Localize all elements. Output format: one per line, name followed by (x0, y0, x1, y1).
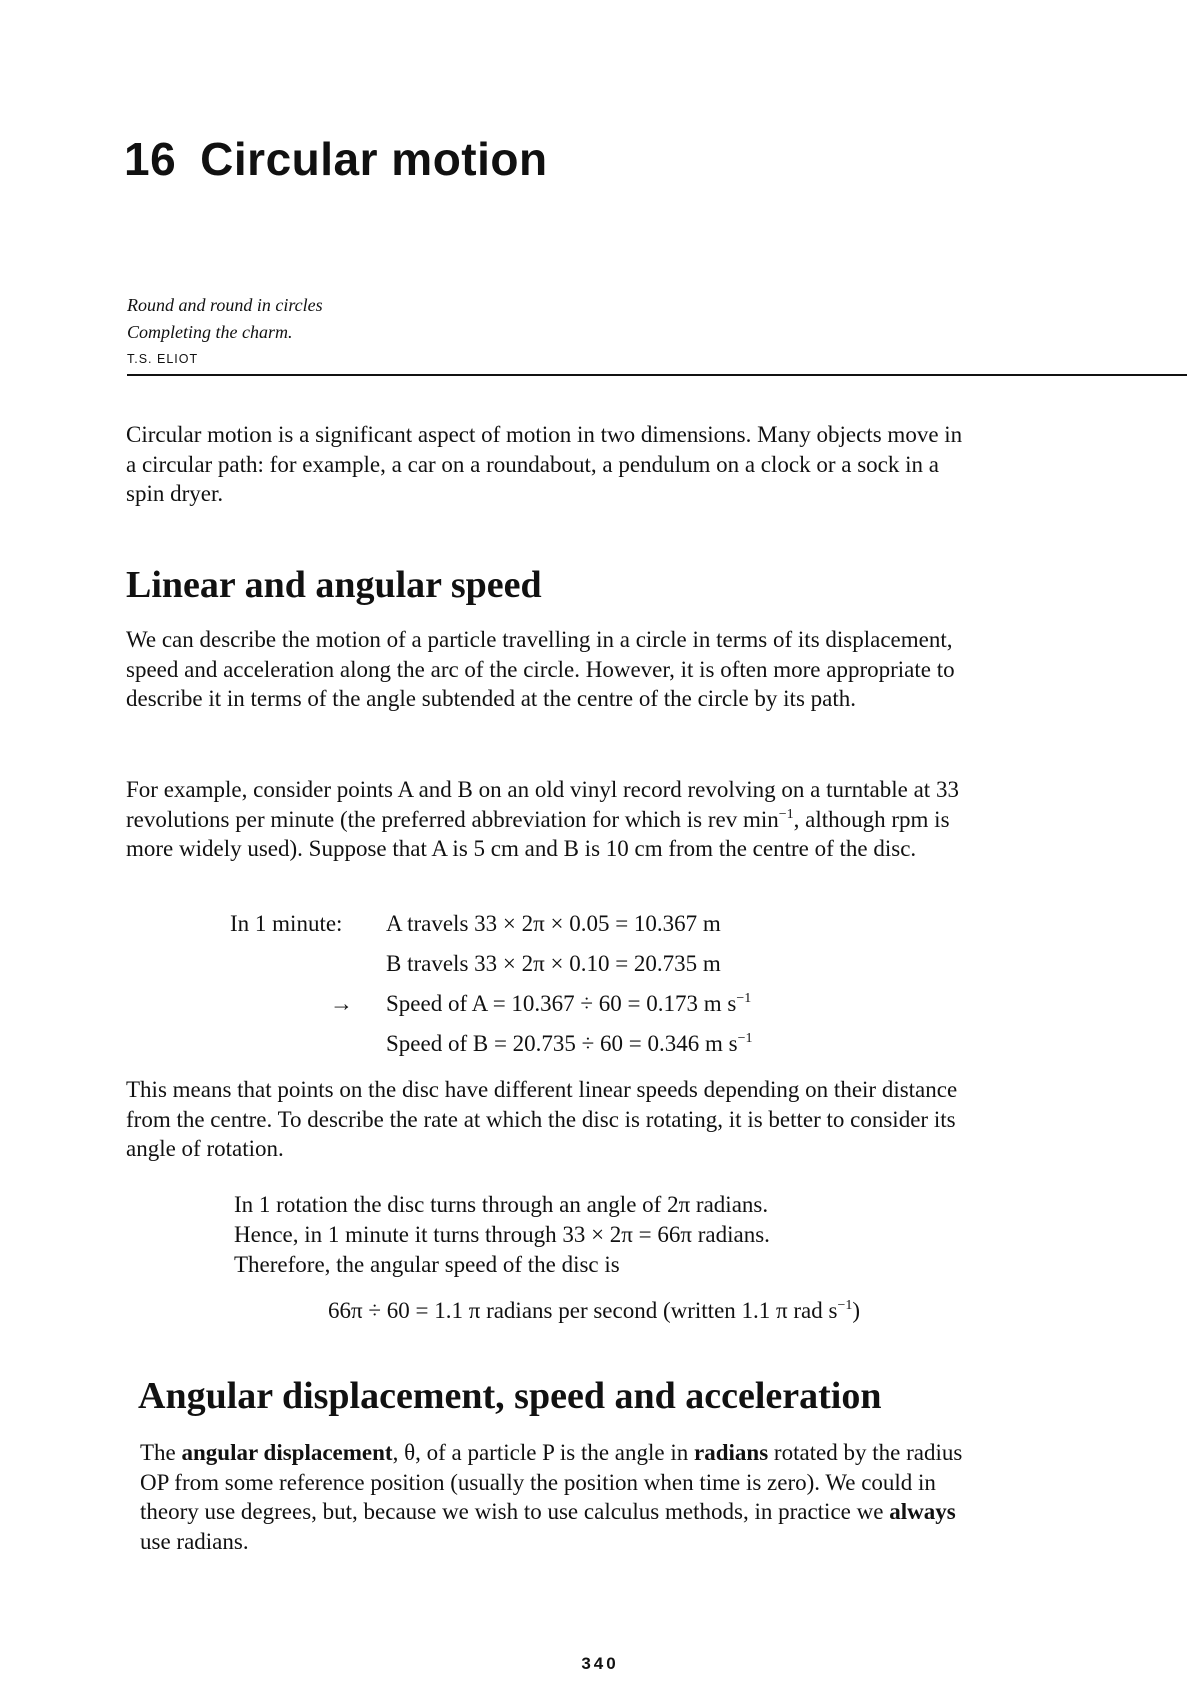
speed-b-unit-exponent: −1 (737, 1031, 753, 1046)
page-number: 340 (581, 1654, 619, 1673)
term-radians: radians (694, 1440, 769, 1465)
ad-text-a: The (140, 1440, 182, 1465)
calc-lead-label: In 1 minute: (230, 911, 343, 936)
rotation-line-1: In 1 rotation the disc turns through an angle of 2π radians. (234, 1192, 769, 1217)
term-angular-displacement: angular displacement (181, 1440, 393, 1465)
vinyl-text-a: For example, consider points A and B on an old vinyl record revolving on a turntable at 33 revolutions per minute (the preferred abbreviation for which is rev min (126, 777, 959, 832)
ad-text-b: , θ, of a particle P is the angle in (392, 1440, 695, 1465)
rotation-explanation (234, 1190, 770, 1280)
epigraph-line-2: Completing the charm. (127, 322, 293, 342)
calc-speed-a (386, 984, 751, 1024)
formula-close: ) (852, 1298, 861, 1323)
chapter-title-text: Circular motion (200, 133, 548, 185)
speed-calculation-block (230, 904, 930, 1064)
calc-speed-b (386, 1024, 753, 1064)
intro-paragraph: Circular motion is a significant aspect of motion in two dimensions. Many objects move in a circular path: for example, a car on a roundabout, a pendulum on a clock or a sock in a spin dryer. (126, 422, 963, 506)
implies-arrow: → (330, 991, 353, 1016)
paragraph-different-speeds: This means that points on the disc have different linear speeds depending on their distance from the centre. To describe the rate at which the disc is rotating, it is better to consider its angle of rotation. (126, 1077, 958, 1161)
vinyl-text-b: , although rpm is more widely used). Suppose that A is 5 cm and B is 10 cm from the centre of the disc. (126, 806, 950, 861)
speed-a-text: Speed of A = 10.367 ÷ 60 = 0.173 m s (386, 991, 737, 1016)
epigraph-line-1: Round and round in circles (127, 295, 323, 315)
rotation-line-2: Hence, in 1 minute it turns through 33 × 2π = 66π radians. (234, 1222, 770, 1247)
formula-unit-exponent: −1 (837, 1298, 853, 1313)
rotation-line-3: Therefore, the angular speed of the disc is (234, 1252, 620, 1277)
calc-row-1 (230, 904, 930, 944)
horizontal-rule (127, 374, 1187, 376)
calc-row-3 (230, 984, 930, 1024)
speed-a-unit-exponent: −1 (736, 991, 752, 1006)
ad-text-c: rotated by the radius OP from some reference position (usually the position when time is zero). We could in theory use degrees, but, because we wish to use calculus methods, in practice we (140, 1440, 963, 1524)
epigraph-author: T.S. ELIOT (127, 352, 199, 366)
angular-speed-formula (328, 1298, 860, 1324)
paragraph-vinyl-example (126, 775, 976, 864)
ad-text-d: use radians. (140, 1528, 249, 1554)
paragraph-arc-description: We can describe the motion of a particle travelling in a circle in terms of its displacement, speed and acceleration along the arc of the circle. However, it is often more appropriate to describe it in terms of the angle subtended at the centre of the circle by its path. (126, 627, 955, 711)
section-heading-linear-angular-speed: Linear and angular speed (126, 564, 542, 606)
calc-row-2 (230, 944, 930, 984)
calc-row-4 (230, 1024, 930, 1064)
chapter-title (124, 132, 548, 186)
section-heading-angular-displacement: Angular displacement, speed and acceleration (138, 1375, 882, 1417)
rev-min-exponent: −1 (778, 806, 794, 822)
epigraph (127, 292, 323, 373)
paragraph-angular-displacement (140, 1438, 980, 1556)
calc-a-travels: A travels 33 × 2π × 0.05 = 10.367 m (386, 911, 721, 936)
term-always: always (889, 1499, 956, 1524)
formula-text: 66π ÷ 60 = 1.1 π radians per second (written 1.1 π rad s (328, 1298, 838, 1323)
chapter-number: 16 (124, 133, 177, 185)
speed-b-text: Speed of B = 20.735 ÷ 60 = 0.346 m s (386, 1031, 738, 1056)
calc-b-travels: B travels 33 × 2π × 0.10 = 20.735 m (386, 951, 721, 976)
